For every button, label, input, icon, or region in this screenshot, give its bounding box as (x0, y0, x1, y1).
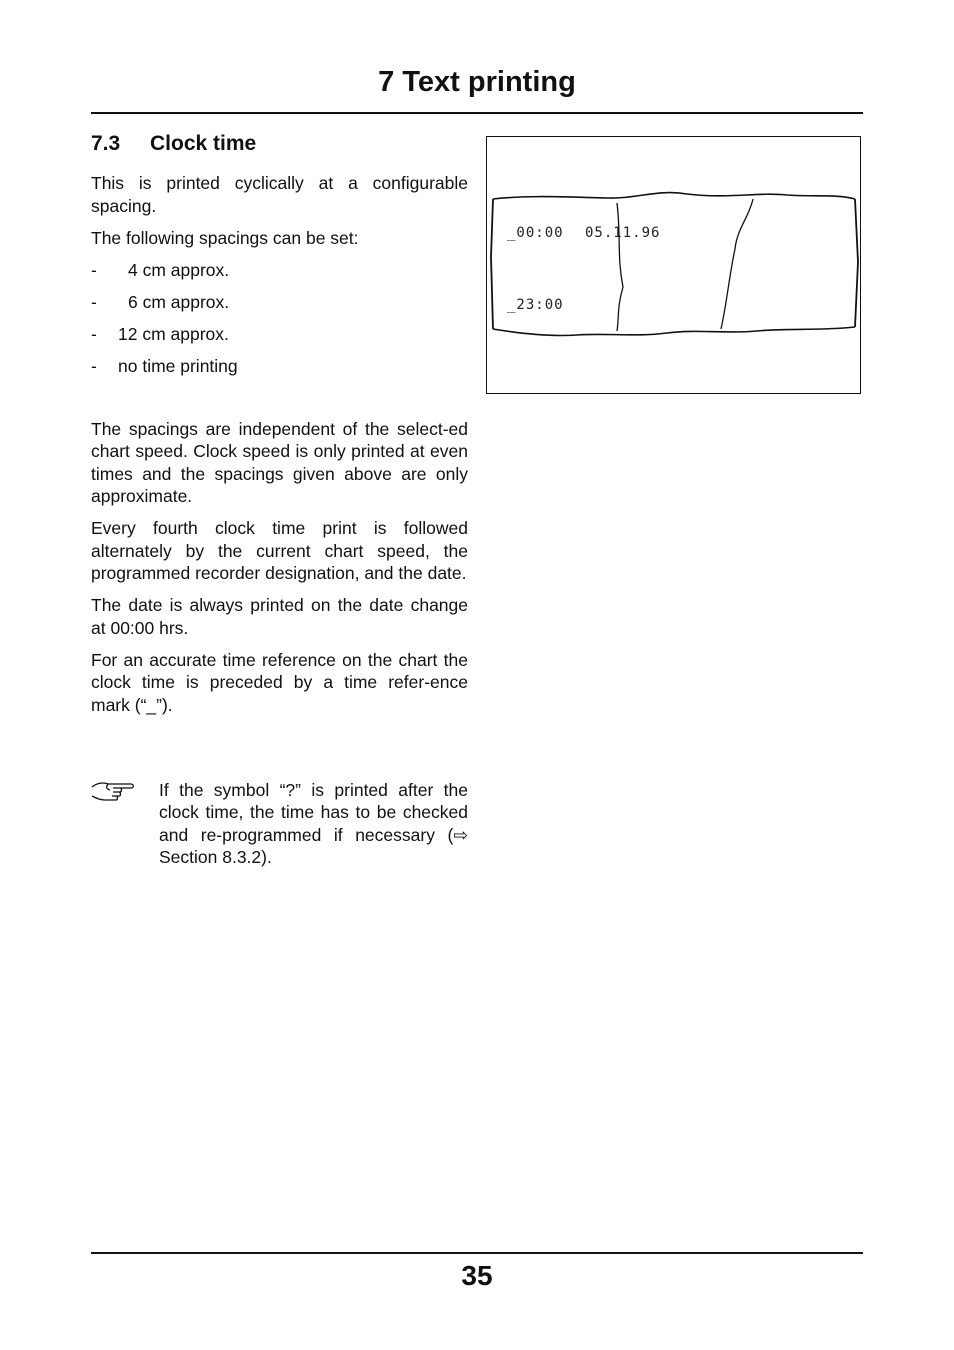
footer-divider (91, 1252, 863, 1254)
page-title: 7 Text printing (378, 66, 576, 98)
chart-print-figure (486, 136, 861, 394)
main-text-column (91, 130, 468, 879)
list-item-label: 4 cm approx. (128, 259, 230, 280)
body-paragraph: For an accurate time reference on the chart the clock time is preceded by a time refer-ence mark (“_”). (91, 649, 468, 715)
intro-paragraph: This is printed cyclically at a configurable spacing. (91, 173, 468, 216)
list-dash: - (91, 291, 97, 312)
body-paragraph: Every fourth clock time print is followed alternately by the current chart speed, the programmed recorder designation, and the date. (91, 518, 468, 583)
time-print-2300: _23:00 (507, 297, 564, 313)
spacings-intro: The following spacings can be set: (91, 227, 359, 248)
list-dash: - (91, 259, 97, 280)
list-item-label: 12 cm approx. (118, 323, 229, 344)
section-heading (91, 130, 468, 158)
list-item (91, 291, 468, 323)
page-number: 35 (461, 1260, 493, 1291)
header-divider (91, 112, 863, 114)
date-print: 05.11.96 (585, 225, 661, 241)
chart-paper-illustration (487, 137, 862, 395)
list-item (91, 355, 468, 387)
body-paragraph: The date is always printed on the date change at 00:00 hrs. (91, 595, 468, 638)
note-text: If the symbol “?” is printed after the clock time, the time has to be checked and re-programmed if necessary (⇨ Section 8.3.2). (159, 779, 468, 867)
list-item-label: no time printing (118, 355, 238, 376)
time-print-0000: _00:00 (507, 225, 564, 241)
list-dash: - (91, 323, 97, 344)
list-item-label: 6 cm approx. (128, 291, 230, 312)
section-title: Clock time (150, 132, 257, 155)
list-item (91, 259, 468, 291)
section-number: 7.3 (91, 132, 121, 155)
list-item (91, 323, 468, 355)
note-block (91, 779, 468, 879)
pointing-hand-icon (91, 779, 135, 807)
list-dash: - (91, 355, 97, 376)
body-paragraph: The spacings are independent of the select-ed chart speed. Clock speed is only printed at even times and the spacings given above are only approximate. (91, 418, 468, 506)
spacing-options-list (91, 259, 468, 387)
